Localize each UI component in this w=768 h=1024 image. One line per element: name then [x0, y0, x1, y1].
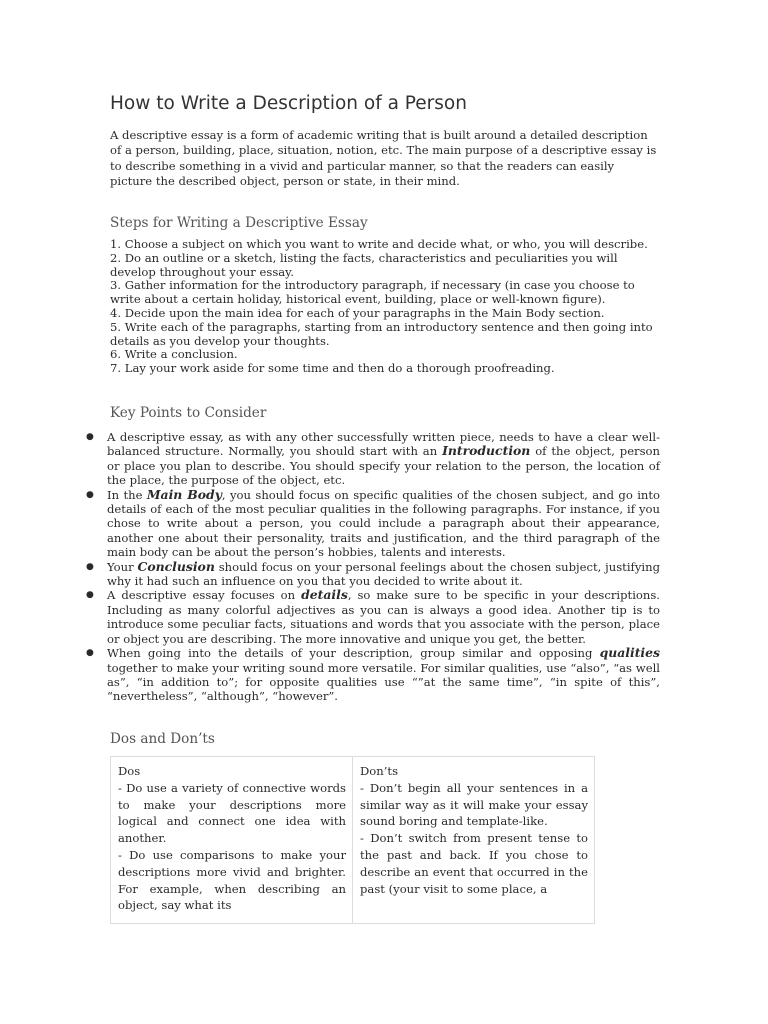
- step-item: 4. Decide upon the main idea for each of your paragraphs in the Main Body section.: [110, 305, 605, 320]
- step-item: 1. Choose a subject on which you want to write and decide what, or who, you will describe.: [110, 237, 648, 251]
- bullet-icon: ●: [86, 489, 94, 500]
- steps-list: [110, 238, 658, 376]
- dos-column-title: Dos: [118, 764, 141, 778]
- key-points-heading: Key Points to Consider: [110, 405, 267, 421]
- donts-column: [352, 757, 594, 923]
- step-item: 3. Gather information for the introductory paragraph, if necessary (in case you choose to write about a certain holiday, historical event, building, place or well-known figure).: [110, 278, 635, 307]
- key-point-emphasis: qualities: [599, 645, 660, 661]
- bullet-icon: ●: [86, 590, 94, 601]
- step-item: 5. Write each of the paragraphs, starting from an introductory sentence and then going into details as you develop your thoughts.: [110, 319, 653, 348]
- donts-item: - Don’t begin all your sentences in a similar way as it will make your essay sound boring and template-like.: [360, 780, 588, 829]
- dos-donts-heading: Dos and Don’ts: [110, 731, 215, 747]
- bullet-icon: ●: [86, 648, 94, 659]
- key-point-emphasis: Main Body: [146, 486, 222, 502]
- key-point-text: should focus on your personal feelings about the chosen subject, justifying why it had such an influence on you that you decided to write about it.: [107, 559, 660, 589]
- key-point-text: When going into the details of your description, group similar and opposing: [107, 646, 600, 661]
- step-item: 7. Lay your work aside for some time and then do a thorough proofreading.: [110, 361, 555, 376]
- dos-item: - Do use comparisons to make your descriptions more vivid and brighter. For example, when describing an object, say what its: [118, 847, 346, 913]
- dos-column: [111, 757, 352, 923]
- key-point-item: [86, 488, 660, 560]
- bullet-icon: ●: [86, 432, 94, 442]
- key-point-text: Your: [107, 559, 138, 574]
- key-point-text: A descriptive essay focuses on: [107, 588, 302, 603]
- page-title: How to Write a Description of a Person: [110, 93, 467, 114]
- donts-item: - Don’t switch from present tense to the past and back. If you chose to describe an event that occurred in the past (your visit to some place, a: [360, 831, 588, 896]
- intro-paragraph: A descriptive essay is a form of academic writing that is built around a detailed description of a person, building, place, situation, notion, etc. The main purpose of a descriptive essay is to describe something in a vivid and particular manner, so that the readers can easily picture the described object, person or state, in their mind.: [110, 128, 657, 189]
- key-point-emphasis: details: [301, 587, 348, 603]
- key-point-item: [86, 646, 660, 704]
- steps-heading: Steps for Writing a Descriptive Essay: [110, 215, 368, 231]
- dos-item: - Do use a variety of connective words to make your descriptions more logical and connect one idea with another.: [118, 780, 346, 846]
- key-point-item: [86, 588, 660, 646]
- step-item: 6. Write a conclusion.: [110, 347, 238, 362]
- dos-donts-table: [110, 756, 595, 924]
- key-point-item: [86, 430, 660, 488]
- key-point-text: , you should focus on specific qualities of the chosen subject, and go into details of each of the most peculiar qualities in the following paragraphs. For instance, if you chose to write about a person, you could include a paragraph about their appearance, another one about their personality, traits and justification, and the third paragraph of the main body can be about the person’s hobbies, talents and interests.: [107, 487, 661, 560]
- key-point-emphasis: Conclusion: [137, 558, 215, 574]
- key-point-text: together to make your writing sound more versatile. For similar qualities, use “also”, “as well as”, “in addition to”; for opposite qualities use “”at the same time”, “in spite of this”, “nevertheless”, “although”, “however”.: [107, 660, 660, 704]
- key-point-text: of the object, person or place you plan to describe. You should specify your relation to the person, the location of the place, the purpose of the object, etc.: [107, 444, 660, 488]
- donts-column-title: Don’ts: [360, 764, 399, 778]
- key-point-text: In the: [107, 487, 147, 502]
- key-point-emphasis: Introduction: [442, 443, 531, 459]
- key-point-item: [86, 560, 660, 589]
- key-points-list: [86, 430, 660, 704]
- key-point-text: A descriptive essay, as with any other successfully written piece, needs to have a clear well-balanced structure. Normally, you should start with an: [107, 430, 660, 459]
- step-item: 2. Do an outline or a sketch, listing the facts, characteristics and peculiarities you will develop throughout your essay.: [110, 250, 618, 279]
- key-point-text: , so make sure to be specific in your descriptions. Including as many colorful adjectives as you can is always a good idea. Another tip is to introduce some peculiar facts, situations and words that you associate with the person, place or object you are describing. The more innovative and unique you get, the better.: [107, 588, 660, 646]
- bullet-icon: ●: [86, 561, 94, 572]
